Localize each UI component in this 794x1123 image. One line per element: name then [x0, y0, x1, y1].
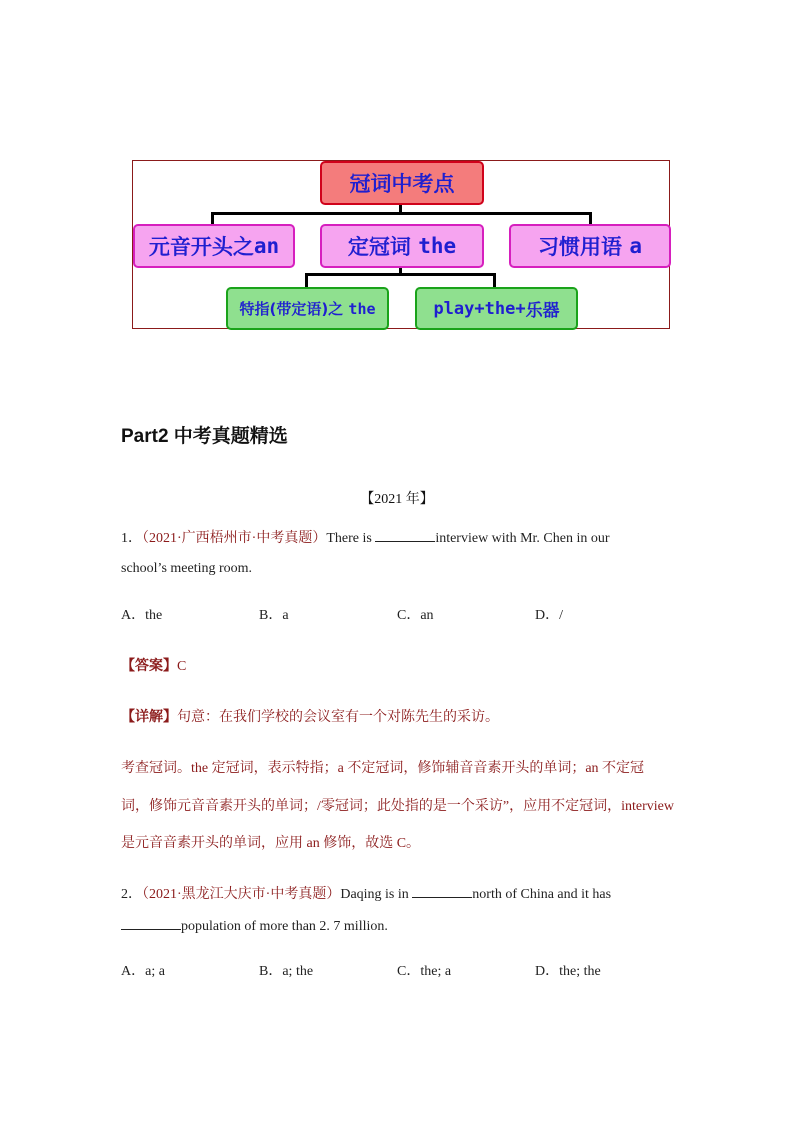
q1-text-b: interview with Mr. Chen in our — [435, 531, 610, 546]
q1-blank — [375, 529, 435, 542]
q1-text-a: There is — [326, 531, 376, 546]
question-1 — [121, 527, 610, 547]
node-definite-the-en: the — [418, 234, 457, 258]
question-2 — [121, 883, 611, 903]
node-definite-the — [320, 224, 484, 268]
node-specific-the-en: the — [348, 299, 376, 318]
q1-line2: school’s meeting room. — [121, 561, 253, 576]
q1-answer-label: 【答案】 — [121, 659, 177, 674]
node-instrument-cn: 乐器 — [525, 301, 560, 321]
connector-level2-left — [305, 273, 308, 287]
q1-answer-value: C — [177, 659, 187, 674]
q1-explain-line-1: 考查冠词。the 定冠词，表示特指；a 不定冠词，修饰辅音音素开头的单词；an 不定冠 — [121, 761, 645, 776]
q2-source: （2021·黑龙江大庆市·中考真题） — [142, 887, 341, 902]
connector-level2-bar — [305, 273, 496, 276]
node-idiom-a-en: a — [629, 234, 642, 258]
node-specific-the — [226, 287, 389, 330]
q1-source: （2021·广西梧州市·中考真题） — [142, 531, 327, 546]
q1-detail — [121, 706, 499, 726]
node-play-the-en: play+the+ — [433, 298, 526, 319]
node-specific-the-cn: 特指(带定语)之 — [239, 300, 344, 318]
q2-text-b: north of China and it has — [472, 887, 612, 902]
connector-level1-right — [589, 212, 592, 224]
node-vowel-an-cn: 元音开头之 — [148, 235, 254, 259]
q2-option-d: D．the; the — [535, 964, 601, 979]
q2-text-a: Daqing is in — [340, 887, 413, 902]
q2-line2: population of more than 2. 7 million. — [181, 919, 388, 934]
q2-option-b: B．a; the — [259, 964, 314, 979]
root-label: 冠词中考点 — [349, 172, 455, 196]
section-heading: Part2 中考真题精选 — [121, 426, 288, 447]
node-definite-the-cn: 定冠词 — [347, 235, 411, 259]
node-vowel-an-en: an — [253, 234, 280, 258]
q2-number: 2． — [121, 887, 142, 902]
q1-answer — [121, 655, 186, 675]
q1-option-a: A．the — [121, 608, 163, 623]
q1-option-b: B．a — [259, 608, 289, 623]
q2-blank-1 — [412, 885, 472, 898]
connector-level1-left — [211, 212, 214, 224]
connector-level1-bar — [211, 212, 592, 215]
q1-explain-line-2: 词，修饰元音音素开头的单词；/零冠词；此处指的是一个采访”，应用不定冠词，interview — [121, 799, 674, 814]
year-label: 【2021 年】 — [360, 492, 434, 507]
q2-line2-wrap — [121, 917, 388, 935]
q1-option-c: C．an — [397, 608, 434, 623]
node-idiom-a-cn: 习惯用语 — [538, 235, 623, 259]
root-node — [320, 161, 484, 205]
q2-option-a: A．a; a — [121, 964, 165, 979]
q1-detail-label: 【详解】 — [121, 710, 177, 725]
q2-blank-2 — [121, 917, 181, 930]
q1-number: 1． — [121, 531, 142, 546]
q1-explain-line-3: 是元音音素开头的单词，应用 an 修饰，故选 C。 — [121, 836, 421, 851]
q2-option-c: C．the; a — [397, 964, 452, 979]
article-mindmap — [132, 160, 670, 329]
node-play-the-instrument — [415, 287, 578, 330]
q1-option-d: D．/ — [535, 608, 563, 623]
node-vowel-an — [133, 224, 295, 268]
connector-level2-right — [493, 273, 496, 287]
q1-detail-text: 句意：在我们学校的会议室有一个对陈先生的采访。 — [177, 710, 499, 725]
node-idiom-a — [509, 224, 671, 268]
